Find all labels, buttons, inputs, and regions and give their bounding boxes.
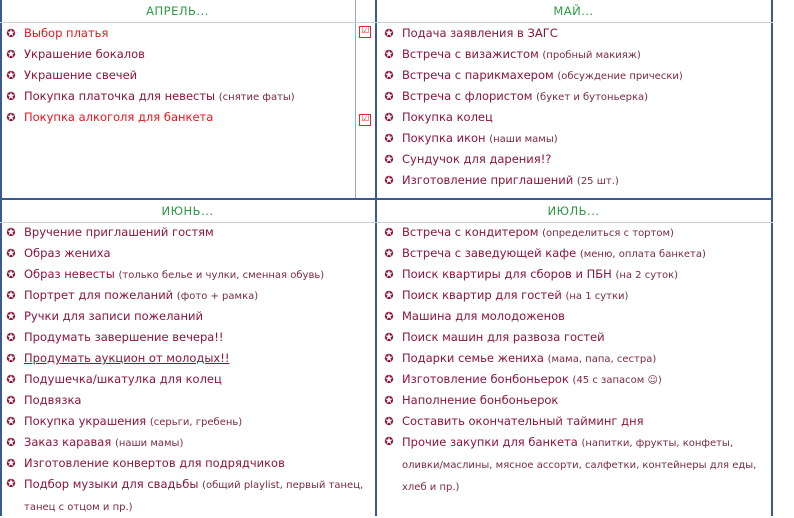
star-bullet-icon: ✪ bbox=[6, 27, 16, 40]
task-note: (на 2 суток) bbox=[615, 270, 679, 281]
task-text: Изготовление бонбоньерок bbox=[402, 372, 569, 386]
task-text: Украшение бокалов bbox=[24, 47, 145, 61]
task-text: Сундучок для дарения!? bbox=[402, 152, 552, 166]
grid-center-divider bbox=[375, 0, 377, 516]
list-item bbox=[4, 222, 372, 243]
list-item bbox=[382, 432, 762, 498]
task-text: Заказ каравая bbox=[24, 435, 112, 449]
star-bullet-icon: ✪ bbox=[384, 394, 394, 407]
list-item bbox=[4, 327, 372, 348]
list-item bbox=[4, 44, 354, 65]
star-bullet-icon: ✪ bbox=[6, 268, 16, 281]
star-bullet-icon: ✪ bbox=[6, 415, 16, 428]
list-item bbox=[382, 86, 770, 107]
task-text: Машина для молодоженов bbox=[402, 309, 565, 323]
list-item bbox=[4, 348, 372, 369]
list-item bbox=[382, 285, 762, 306]
star-bullet-icon: ✪ bbox=[6, 373, 16, 386]
task-note: (серьги, гребень) bbox=[149, 417, 243, 428]
list-item bbox=[4, 474, 372, 518]
star-bullet-icon: ✪ bbox=[384, 153, 394, 166]
task-text: Ручки для записи пожеланий bbox=[24, 309, 203, 323]
task-note: (снятие фаты) bbox=[218, 92, 295, 103]
star-bullet-icon: ✪ bbox=[384, 111, 394, 124]
task-text: Образ жениха bbox=[24, 246, 111, 260]
star-bullet-icon: ✪ bbox=[384, 27, 394, 40]
star-bullet-icon: ✪ bbox=[384, 415, 394, 428]
grid-left-border bbox=[0, 0, 2, 516]
star-bullet-icon: ✪ bbox=[384, 435, 394, 448]
task-text: Встреча с флористом bbox=[402, 89, 533, 103]
star-bullet-icon: ✪ bbox=[6, 226, 16, 239]
list-item bbox=[382, 149, 770, 170]
task-text: Поиск квартиры для сборов и ПБН bbox=[402, 267, 612, 281]
header-may: МАЙ... bbox=[553, 4, 594, 18]
list-item bbox=[382, 411, 762, 432]
checkbox-checked-icon[interactable]: ☑ bbox=[360, 26, 370, 36]
task-text: Покупка колец bbox=[402, 110, 493, 124]
star-bullet-icon: ✪ bbox=[6, 394, 16, 407]
star-bullet-icon: ✪ bbox=[384, 226, 394, 239]
list-item bbox=[4, 107, 354, 128]
task-text: Встреча с кондитером bbox=[402, 225, 539, 239]
task-note: (фото + рамка) bbox=[176, 291, 259, 302]
task-note: (только белье и чулки, сменная обувь) bbox=[118, 270, 325, 281]
task-text: Поиск квартир для гостей bbox=[402, 288, 562, 302]
list-item bbox=[382, 327, 762, 348]
list-item bbox=[4, 390, 372, 411]
task-text: Покупка платочка для невесты bbox=[24, 89, 216, 103]
task-note: (напитки, фрукты, конфеты, оливки/маслины, мясное ассорти, салфетки, контейнеры для еды, хлеб и пр.) bbox=[402, 438, 757, 493]
list-item bbox=[4, 86, 354, 107]
star-bullet-icon: ✪ bbox=[6, 457, 16, 470]
list-item bbox=[4, 23, 354, 44]
list-item bbox=[4, 411, 372, 432]
list-july bbox=[382, 222, 762, 498]
task-text: Продумать завершение вечера!! bbox=[24, 330, 224, 344]
task-text: Покупка алкоголя для банкета bbox=[24, 110, 214, 124]
list-item bbox=[4, 306, 372, 327]
list-item bbox=[4, 243, 372, 264]
task-text: Подача заявления в ЗАГС bbox=[402, 26, 558, 40]
list-item bbox=[4, 432, 372, 453]
task-text: Подарки семье жениха bbox=[402, 351, 544, 365]
star-bullet-icon: ✪ bbox=[384, 331, 394, 344]
task-text: Поиск машин для развоза гостей bbox=[402, 330, 605, 344]
list-item bbox=[4, 369, 372, 390]
grid-checkbox-column-left bbox=[355, 0, 356, 200]
task-text: Подвязка bbox=[24, 393, 82, 407]
task-note: (наши мамы) bbox=[114, 438, 184, 449]
star-bullet-icon: ✪ bbox=[6, 352, 16, 365]
star-bullet-icon: ✪ bbox=[6, 247, 16, 260]
list-item bbox=[382, 44, 770, 65]
task-text: Прочие закупки для банкета bbox=[402, 435, 578, 449]
task-text: Изготовление приглашений bbox=[402, 173, 574, 187]
star-bullet-icon: ✪ bbox=[384, 48, 394, 61]
list-item bbox=[4, 264, 372, 285]
task-text: Составить окончательный тайминг дня bbox=[402, 414, 644, 428]
list-item bbox=[382, 390, 762, 411]
task-text: Покупка украшения bbox=[24, 414, 147, 428]
star-bullet-icon: ✪ bbox=[384, 352, 394, 365]
star-bullet-icon: ✪ bbox=[6, 90, 16, 103]
task-note: (пробный макияж) bbox=[542, 50, 641, 61]
star-bullet-icon: ✪ bbox=[384, 174, 394, 187]
list-item bbox=[4, 65, 354, 86]
task-note: (общий playlist, первый танец, танец с отцом и пр.) bbox=[24, 480, 364, 513]
star-bullet-icon: ✪ bbox=[384, 373, 394, 386]
list-item bbox=[382, 264, 762, 285]
list-item bbox=[382, 369, 762, 390]
list-item bbox=[382, 65, 770, 86]
star-bullet-icon: ✪ bbox=[6, 289, 16, 302]
star-bullet-icon: ✪ bbox=[6, 331, 16, 344]
list-may bbox=[382, 23, 770, 191]
star-bullet-icon: ✪ bbox=[384, 132, 394, 145]
star-bullet-icon: ✪ bbox=[384, 310, 394, 323]
list-item bbox=[382, 243, 762, 264]
task-note: (наши мамы) bbox=[489, 134, 558, 145]
task-text: Встреча с заведующей кафе bbox=[402, 246, 577, 260]
star-bullet-icon: ✪ bbox=[6, 477, 16, 490]
task-note: (меню, оплата банкета) bbox=[579, 249, 706, 260]
task-text: Встреча с визажистом bbox=[402, 47, 539, 61]
task-text: Наполнение бонбоньерок bbox=[402, 393, 559, 407]
task-text: Продумать аукцион от молодых!! bbox=[24, 351, 230, 365]
task-text: Встреча с парикмахером bbox=[402, 68, 554, 82]
checkbox-checked-icon[interactable]: ☑ bbox=[360, 114, 370, 124]
header-april: АПРЕЛЬ... bbox=[146, 4, 209, 18]
task-note: (на 1 сутки) bbox=[565, 291, 629, 302]
list-item bbox=[382, 128, 770, 149]
list-item bbox=[382, 348, 762, 369]
list-april bbox=[4, 23, 354, 128]
star-bullet-icon: ✪ bbox=[384, 268, 394, 281]
star-bullet-icon: ✪ bbox=[384, 247, 394, 260]
list-item bbox=[4, 285, 372, 306]
task-note: (обсуждение прически) bbox=[557, 71, 683, 82]
star-bullet-icon: ✪ bbox=[384, 69, 394, 82]
star-bullet-icon: ✪ bbox=[384, 90, 394, 103]
header-july: ИЮЛЬ... bbox=[547, 204, 600, 218]
task-text: Подушечка/шкатулка для колец bbox=[24, 372, 222, 386]
task-text: Украшение свечей bbox=[24, 68, 138, 82]
list-item bbox=[382, 23, 770, 44]
header-june: ИЮНЬ... bbox=[161, 204, 214, 218]
grid-right-border bbox=[771, 0, 773, 516]
task-text: Выбор платья bbox=[24, 26, 109, 40]
list-item bbox=[382, 222, 762, 243]
list-item bbox=[382, 107, 770, 128]
list-item bbox=[382, 306, 762, 327]
task-text: Изготовление конвертов для подрядчиков bbox=[24, 456, 285, 470]
list-june bbox=[4, 222, 372, 518]
task-note: (мама, папа, сестра) bbox=[547, 354, 657, 365]
task-text: Образ невесты bbox=[24, 267, 115, 281]
list-item bbox=[4, 453, 372, 474]
task-note: (букет и бутоньерка) bbox=[536, 92, 649, 103]
star-bullet-icon: ✪ bbox=[6, 48, 16, 61]
task-note: (25 шт.) bbox=[576, 176, 619, 187]
star-bullet-icon: ✪ bbox=[6, 69, 16, 82]
star-bullet-icon: ✪ bbox=[6, 111, 16, 124]
task-text: Портрет для пожеланий bbox=[24, 288, 174, 302]
task-text: Покупка икон bbox=[402, 131, 486, 145]
star-bullet-icon: ✪ bbox=[6, 310, 16, 323]
star-bullet-icon: ✪ bbox=[384, 289, 394, 302]
star-bullet-icon: ✪ bbox=[6, 436, 16, 449]
task-text: Подбор музыки для свадьбы bbox=[24, 477, 199, 491]
list-item bbox=[382, 170, 770, 191]
task-note: (45 с запасом ☺) bbox=[572, 375, 662, 386]
task-text: Вручение приглашений гостям bbox=[24, 225, 214, 239]
task-note: (определиться с тортом) bbox=[542, 228, 674, 239]
